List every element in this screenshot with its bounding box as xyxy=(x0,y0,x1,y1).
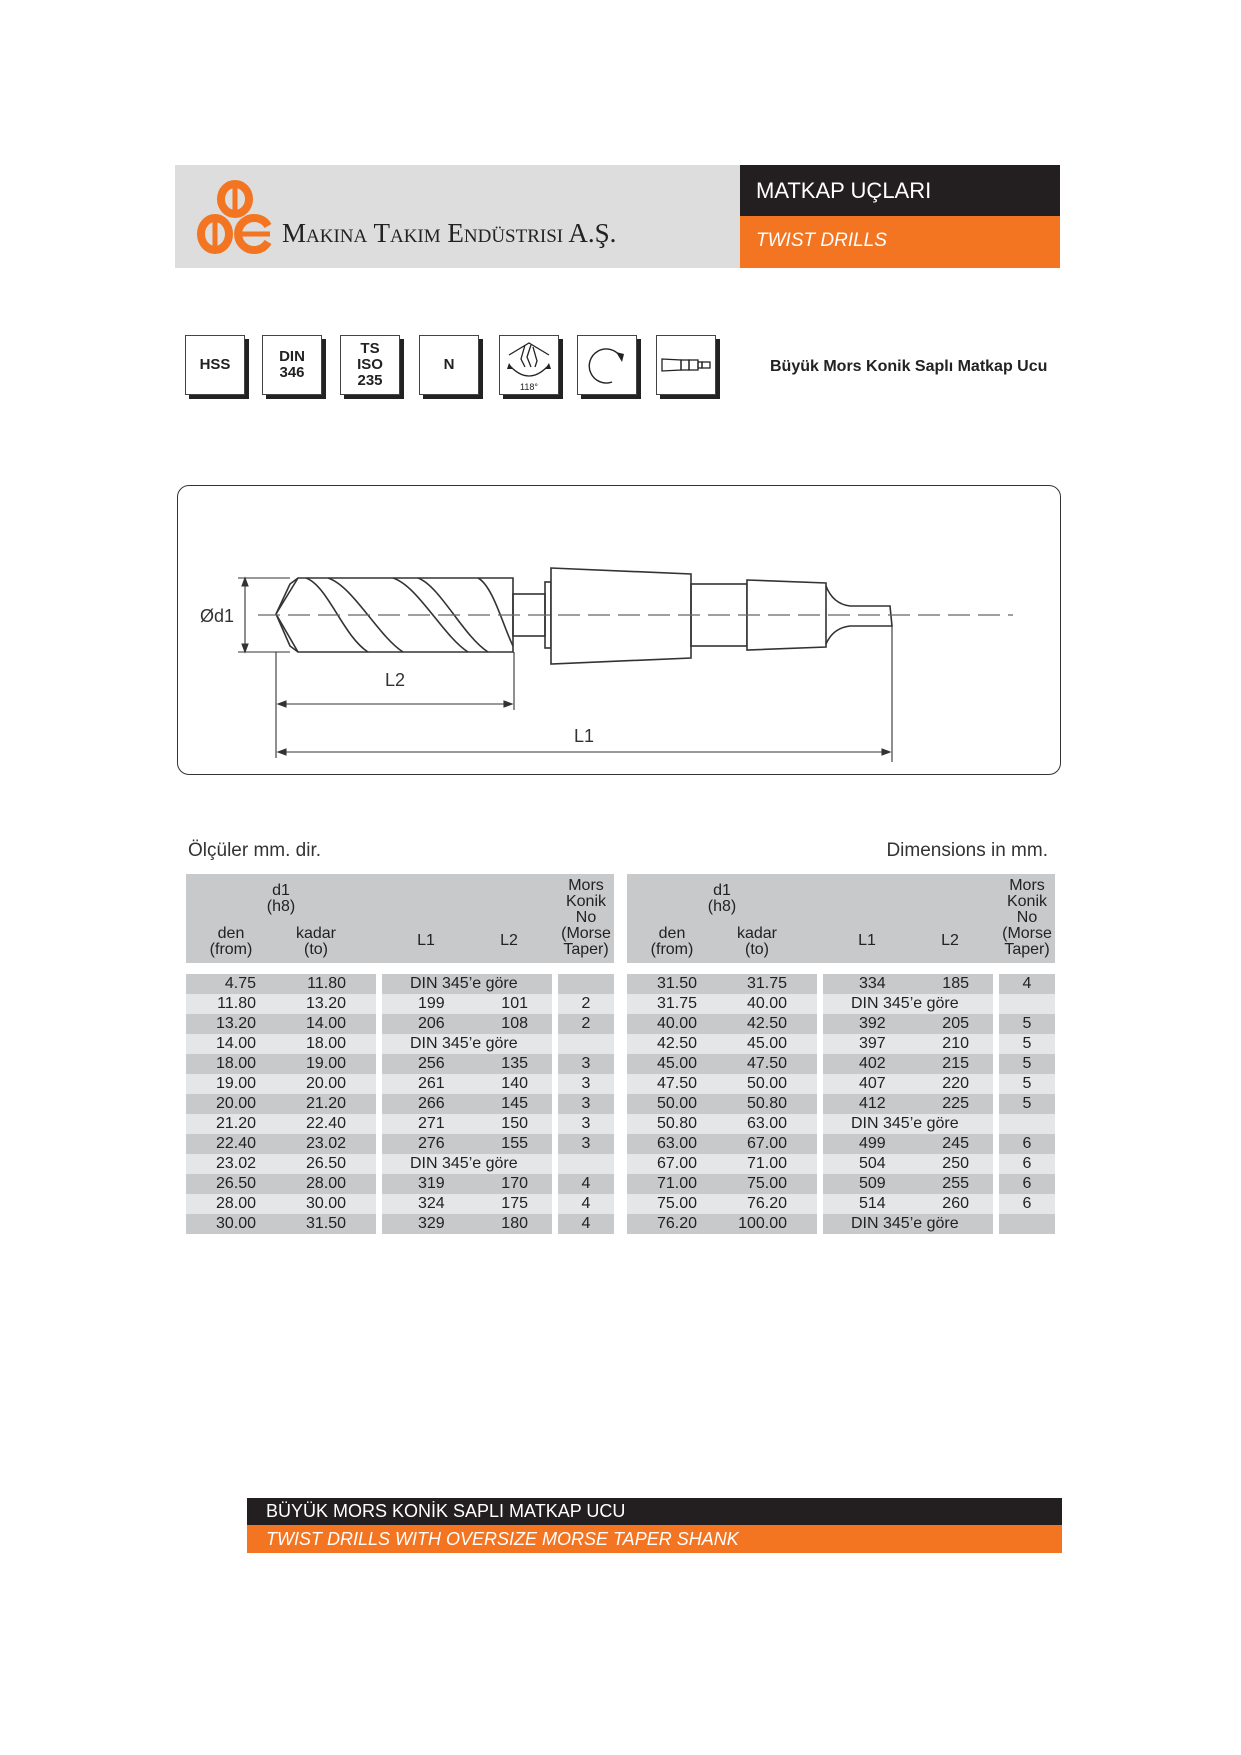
row-cell-group xyxy=(186,1114,376,1134)
header-l2: L2 xyxy=(500,932,518,949)
cell-from: 31.50 xyxy=(656,975,697,992)
table-row xyxy=(627,1114,1055,1134)
cell-to: 47.50 xyxy=(746,1055,787,1072)
table-row xyxy=(186,1194,614,1214)
cell-l1: 407 xyxy=(859,1075,886,1092)
header-morse: (Morse xyxy=(561,925,611,942)
row-cell-group xyxy=(627,1174,817,1194)
cell-from: 47.50 xyxy=(656,1075,697,1092)
row-cell-group xyxy=(999,1194,1055,1214)
cell-l2: 210 xyxy=(942,1035,969,1052)
row-cell-group xyxy=(558,1034,614,1054)
row-cell-group xyxy=(823,1214,993,1234)
row-cell-group xyxy=(627,1114,817,1134)
cell-morse-taper: 3 xyxy=(581,1055,591,1072)
cell-l2: 101 xyxy=(501,995,528,1012)
cell-l1: 514 xyxy=(859,1195,886,1212)
cell-l1: 266 xyxy=(418,1095,445,1112)
cell-from: 63.00 xyxy=(656,1135,697,1152)
cell-l2: 255 xyxy=(942,1175,969,1192)
cell-from: 23.02 xyxy=(215,1155,256,1172)
header-morse: Taper) xyxy=(1004,941,1050,958)
cell-l1: 509 xyxy=(859,1175,886,1192)
table-row xyxy=(186,1214,614,1234)
row-cell-group xyxy=(382,1054,552,1074)
table-row xyxy=(186,974,614,994)
flute-length-label: L2 xyxy=(384,670,406,690)
cell-to: 14.00 xyxy=(305,1015,346,1032)
cell-morse-taper: 3 xyxy=(581,1135,591,1152)
units-caption-tr: Ölçüler mm. dir. xyxy=(188,840,322,861)
row-cell-group xyxy=(186,1074,376,1094)
row-cell-group xyxy=(558,1114,614,1134)
row-cell-group xyxy=(558,1074,614,1094)
cell-from: 20.00 xyxy=(215,1095,256,1112)
cell-to: 67.00 xyxy=(746,1135,787,1152)
header-morse: No xyxy=(575,909,597,926)
header-from-tr: den xyxy=(658,925,686,942)
company-name: Makina Takım Endüstrisi A.Ş. xyxy=(282,218,617,248)
row-cell-group xyxy=(558,1154,614,1174)
point-angle-icon xyxy=(501,337,557,393)
cell-to: 13.20 xyxy=(305,995,346,1012)
cell-morse-taper: 5 xyxy=(1022,1075,1032,1092)
cell-to: 31.75 xyxy=(746,975,787,992)
drill-drawing xyxy=(178,486,1062,776)
cell-morse-taper: 5 xyxy=(1022,1035,1032,1052)
row-cell-group xyxy=(382,1134,552,1154)
cell-l1: 276 xyxy=(418,1135,445,1152)
row-cell-group xyxy=(823,974,993,994)
table-row xyxy=(186,1074,614,1094)
cell-from: 21.20 xyxy=(215,1115,256,1132)
cell-to: 18.00 xyxy=(305,1035,346,1052)
row-cell-group xyxy=(186,1174,376,1194)
row-cell-group xyxy=(186,1034,376,1054)
cell-morse-taper: 4 xyxy=(581,1175,591,1192)
row-cell-group xyxy=(627,1054,817,1074)
product-title: Büyük Mors Konik Saplı Matkap Ucu xyxy=(770,358,1048,375)
header-h8: (h8) xyxy=(707,898,737,915)
badge-ts-iso-235 xyxy=(340,335,400,395)
header-morse: (Morse xyxy=(1002,925,1052,942)
table-row xyxy=(627,1034,1055,1054)
header-from-en: (from) xyxy=(209,941,253,958)
cell-morse-taper: 3 xyxy=(581,1115,591,1132)
table-row xyxy=(627,1094,1055,1114)
row-cell-group xyxy=(382,994,552,1014)
row-cell-group xyxy=(823,994,993,1014)
cell-din-reference: DIN 345’e göre xyxy=(410,1155,518,1172)
badge-din-346 xyxy=(262,335,322,395)
cell-to: 50.00 xyxy=(746,1075,787,1092)
cell-l1: 412 xyxy=(859,1095,886,1112)
company-logo xyxy=(196,178,274,256)
header-morse: Konik xyxy=(565,893,607,910)
row-cell-group xyxy=(999,994,1055,1014)
row-cell-group xyxy=(558,1194,614,1214)
table-row xyxy=(186,1034,614,1054)
cell-l1: 271 xyxy=(418,1115,445,1132)
cell-l2: 250 xyxy=(942,1155,969,1172)
table-body xyxy=(186,974,614,1234)
table-row xyxy=(186,994,614,1014)
row-cell-group xyxy=(823,1154,993,1174)
badge-hss xyxy=(185,335,245,395)
badge-text: N xyxy=(443,356,455,373)
row-cell-group xyxy=(999,1214,1055,1234)
row-cell-group xyxy=(558,994,614,1014)
header-h8: (h8) xyxy=(266,898,296,915)
row-cell-group xyxy=(558,1214,614,1234)
badge-text: TS xyxy=(360,340,380,357)
cell-to: 31.50 xyxy=(305,1215,346,1232)
rotation-direction-icon xyxy=(582,340,632,390)
cell-from: 40.00 xyxy=(656,1015,697,1032)
header-to-en: (to) xyxy=(745,941,769,958)
units-caption-en: Dimensions in mm. xyxy=(886,840,1048,861)
cell-morse-taper: 6 xyxy=(1022,1135,1032,1152)
row-cell-group xyxy=(558,1054,614,1074)
row-cell-group xyxy=(558,1014,614,1034)
row-cell-group xyxy=(558,1094,614,1114)
row-cell-group xyxy=(823,1174,993,1194)
rotation-badge xyxy=(577,335,637,395)
cell-l2: 175 xyxy=(501,1195,528,1212)
cell-l2: 225 xyxy=(942,1095,969,1112)
row-cell-group xyxy=(186,1154,376,1174)
row-cell-group xyxy=(186,994,376,1014)
row-cell-group xyxy=(823,1114,993,1134)
row-cell-group xyxy=(823,1194,993,1214)
header-from-en: (from) xyxy=(650,941,694,958)
table-row xyxy=(627,1014,1055,1034)
cell-morse-taper: 6 xyxy=(1022,1175,1032,1192)
cell-morse-taper: 4 xyxy=(581,1215,591,1232)
table-row xyxy=(186,1094,614,1114)
header-morse: Taper) xyxy=(563,941,609,958)
cell-din-reference: DIN 345’e göre xyxy=(851,995,959,1012)
cell-to: 20.00 xyxy=(305,1075,346,1092)
table-body xyxy=(627,974,1055,1234)
header-l2: L2 xyxy=(941,932,959,949)
badge-text: 346 xyxy=(279,364,305,381)
row-cell-group xyxy=(382,1114,552,1134)
cell-morse-taper: 3 xyxy=(581,1095,591,1112)
row-cell-group xyxy=(186,1214,376,1234)
cell-to: 45.00 xyxy=(746,1035,787,1052)
row-cell-group xyxy=(186,1014,376,1034)
cell-l1: 504 xyxy=(859,1155,886,1172)
table-row xyxy=(186,1114,614,1134)
row-cell-group xyxy=(627,1094,817,1114)
point-angle-value: 118° xyxy=(520,382,538,392)
badge-text: 235 xyxy=(357,372,383,389)
row-cell-group xyxy=(382,1154,552,1174)
header-from-tr: den xyxy=(217,925,245,942)
row-cell-group xyxy=(186,1094,376,1114)
badge-type-n xyxy=(419,335,479,395)
row-cell-group xyxy=(382,1014,552,1034)
row-cell-group xyxy=(999,1174,1055,1194)
cell-l1: 261 xyxy=(418,1075,445,1092)
cell-from: 11.80 xyxy=(217,995,256,1012)
cell-morse-taper: 2 xyxy=(581,1015,591,1032)
cell-from: 26.50 xyxy=(215,1175,256,1192)
table-row xyxy=(627,1074,1055,1094)
row-cell-group xyxy=(999,1154,1055,1174)
cell-to: 75.00 xyxy=(746,1175,787,1192)
cell-din-reference: DIN 345’e göre xyxy=(410,975,518,992)
cell-morse-taper: 4 xyxy=(1022,975,1032,992)
technical-drawing-panel xyxy=(177,485,1061,775)
header-morse: Mors xyxy=(1009,877,1045,894)
cell-l2: 145 xyxy=(501,1095,528,1112)
cell-to: 22.40 xyxy=(305,1115,346,1132)
badge-text: ISO xyxy=(357,356,383,373)
row-cell-group xyxy=(627,1194,817,1214)
cell-to: 23.02 xyxy=(305,1135,346,1152)
row-cell-group xyxy=(382,1214,552,1234)
row-cell-group xyxy=(382,1194,552,1214)
cell-to: 76.20 xyxy=(746,1195,787,1212)
cell-from: 50.80 xyxy=(656,1115,697,1132)
dimension-table-right xyxy=(627,874,1055,1234)
dimension-table-left xyxy=(186,874,614,1234)
cell-l2: 185 xyxy=(942,975,969,992)
header-to-en: (to) xyxy=(304,941,328,958)
cell-to: 28.00 xyxy=(305,1175,346,1192)
row-cell-group xyxy=(823,1014,993,1034)
table-row xyxy=(186,1174,614,1194)
cell-from: 31.75 xyxy=(656,995,697,1012)
table-row xyxy=(186,1154,614,1174)
table-row xyxy=(627,1214,1055,1234)
header-l1: L1 xyxy=(417,932,435,949)
table-row xyxy=(627,1054,1055,1074)
row-cell-group xyxy=(382,1174,552,1194)
row-cell-group xyxy=(627,994,817,1014)
cell-to: 63.00 xyxy=(746,1115,787,1132)
row-cell-group xyxy=(186,1134,376,1154)
cell-to: 50.80 xyxy=(746,1095,787,1112)
badge-text: HSS xyxy=(199,356,231,373)
table-row xyxy=(627,1194,1055,1214)
cell-from: 67.00 xyxy=(656,1155,697,1172)
cell-from: 71.00 xyxy=(656,1175,697,1192)
table-row xyxy=(627,974,1055,994)
cell-l2: 220 xyxy=(942,1075,969,1092)
taper-shank-icon xyxy=(659,350,713,380)
row-cell-group xyxy=(823,1074,993,1094)
cell-l2: 205 xyxy=(942,1015,969,1032)
row-cell-group xyxy=(627,1074,817,1094)
cell-l1: 199 xyxy=(418,995,445,1012)
cell-from: 13.20 xyxy=(215,1015,256,1032)
table-row xyxy=(186,1134,614,1154)
cell-to: 26.50 xyxy=(305,1155,346,1172)
row-cell-group xyxy=(627,1014,817,1034)
cell-from: 30.00 xyxy=(215,1215,256,1232)
header-morse: Mors xyxy=(568,877,604,894)
footer-title-tr: BÜYÜK MORS KONİK SAPLI MATKAP UCU xyxy=(247,1498,1062,1525)
cell-l2: 140 xyxy=(501,1075,528,1092)
cell-l1: 319 xyxy=(418,1175,445,1192)
point-angle-badge xyxy=(499,335,559,395)
row-cell-group xyxy=(186,1054,376,1074)
cell-from: 22.40 xyxy=(215,1135,256,1152)
cell-l2: 245 xyxy=(942,1135,969,1152)
table-header xyxy=(627,874,1055,963)
cell-l2: 155 xyxy=(501,1135,528,1152)
row-cell-group xyxy=(999,1034,1055,1054)
cell-din-reference: DIN 345’e göre xyxy=(851,1215,959,1232)
header-to-tr: kadar xyxy=(736,925,778,942)
row-cell-group xyxy=(999,1114,1055,1134)
table-row xyxy=(627,1154,1055,1174)
badge-text: DIN xyxy=(279,348,305,365)
row-cell-group xyxy=(999,1014,1055,1034)
cell-from: 45.00 xyxy=(656,1055,697,1072)
cell-from: 75.00 xyxy=(656,1195,697,1212)
category-title-tr: MATKAP UÇLARI xyxy=(740,165,1060,216)
table-row xyxy=(627,994,1055,1014)
cell-from: 18.00 xyxy=(215,1055,256,1072)
cell-from: 50.00 xyxy=(656,1095,697,1112)
diameter-label: Ød1 xyxy=(200,606,235,626)
row-cell-group xyxy=(823,1094,993,1114)
cell-to: 42.50 xyxy=(746,1015,787,1032)
total-length-label: L1 xyxy=(573,726,595,746)
row-cell-group xyxy=(558,1174,614,1194)
header-morse: Konik xyxy=(1006,893,1048,910)
row-cell-group xyxy=(627,1214,817,1234)
cell-l1: 402 xyxy=(859,1055,886,1072)
cell-l2: 150 xyxy=(501,1115,528,1132)
cell-from: 14.00 xyxy=(215,1035,256,1052)
cell-l1: 256 xyxy=(418,1055,445,1072)
cell-morse-taper: 6 xyxy=(1022,1195,1032,1212)
cell-to: 100.00 xyxy=(738,1215,787,1232)
row-cell-group xyxy=(823,1134,993,1154)
table-header xyxy=(186,874,614,963)
shank-badge xyxy=(656,335,716,395)
cell-morse-taper: 2 xyxy=(581,995,591,1012)
header-l1: L1 xyxy=(858,932,876,949)
row-cell-group xyxy=(186,974,376,994)
footer-title-en: TWIST DRILLS WITH OVERSIZE MORSE TAPER SHANK xyxy=(247,1525,1062,1553)
row-cell-group xyxy=(382,1074,552,1094)
cell-din-reference: DIN 345’e göre xyxy=(851,1115,959,1132)
cell-l1: 329 xyxy=(418,1215,445,1232)
row-cell-group xyxy=(999,974,1055,994)
row-cell-group xyxy=(382,1094,552,1114)
row-cell-group xyxy=(186,1194,376,1214)
row-cell-group xyxy=(627,1034,817,1054)
cell-from: 76.20 xyxy=(656,1215,697,1232)
row-cell-group xyxy=(382,974,552,994)
cell-l1: 334 xyxy=(859,975,886,992)
row-cell-group xyxy=(627,1134,817,1154)
row-cell-group xyxy=(627,1154,817,1174)
cell-to: 71.00 xyxy=(746,1155,787,1172)
row-cell-group xyxy=(999,1074,1055,1094)
cell-to: 40.00 xyxy=(746,995,787,1012)
header-morse: No xyxy=(1016,909,1038,926)
row-cell-group xyxy=(823,1054,993,1074)
cell-din-reference: DIN 345’e göre xyxy=(410,1035,518,1052)
category-title-en: TWIST DRILLS xyxy=(740,216,1060,268)
cell-morse-taper: 5 xyxy=(1022,1015,1032,1032)
cell-from: 28.00 xyxy=(215,1195,256,1212)
cell-l1: 499 xyxy=(859,1135,886,1152)
cell-l1: 324 xyxy=(418,1195,445,1212)
cell-l2: 215 xyxy=(942,1055,969,1072)
cell-l2: 260 xyxy=(942,1195,969,1212)
header-d1: d1 xyxy=(272,882,290,899)
cell-l1: 397 xyxy=(859,1035,886,1052)
table-row xyxy=(186,1054,614,1074)
cell-morse-taper: 6 xyxy=(1022,1155,1032,1172)
cell-morse-taper: 4 xyxy=(581,1195,591,1212)
cell-l2: 135 xyxy=(501,1055,528,1072)
cell-to: 30.00 xyxy=(305,1195,346,1212)
cell-l1: 206 xyxy=(418,1015,445,1032)
cell-l1: 392 xyxy=(859,1015,886,1032)
cell-morse-taper: 3 xyxy=(581,1075,591,1092)
table-row xyxy=(186,1014,614,1034)
header-d1: d1 xyxy=(713,882,731,899)
cell-to: 21.20 xyxy=(305,1095,346,1112)
row-cell-group xyxy=(558,974,614,994)
row-cell-group xyxy=(999,1134,1055,1154)
row-cell-group xyxy=(558,1134,614,1154)
header-to-tr: kadar xyxy=(295,925,337,942)
table-row xyxy=(627,1134,1055,1154)
cell-from: 42.50 xyxy=(656,1035,697,1052)
cell-from: 4.75 xyxy=(224,975,256,992)
cell-l2: 180 xyxy=(501,1215,528,1232)
cell-from: 19.00 xyxy=(215,1075,256,1092)
row-cell-group xyxy=(627,974,817,994)
cell-l2: 170 xyxy=(501,1175,528,1192)
cell-to: 19.00 xyxy=(305,1055,346,1072)
cell-morse-taper: 5 xyxy=(1022,1095,1032,1112)
table-row xyxy=(627,1174,1055,1194)
row-cell-group xyxy=(999,1094,1055,1114)
cell-to: 11.80 xyxy=(307,975,346,992)
row-cell-group xyxy=(823,1034,993,1054)
cell-morse-taper: 5 xyxy=(1022,1055,1032,1072)
row-cell-group xyxy=(382,1034,552,1054)
cell-l2: 108 xyxy=(501,1015,528,1032)
row-cell-group xyxy=(999,1054,1055,1074)
